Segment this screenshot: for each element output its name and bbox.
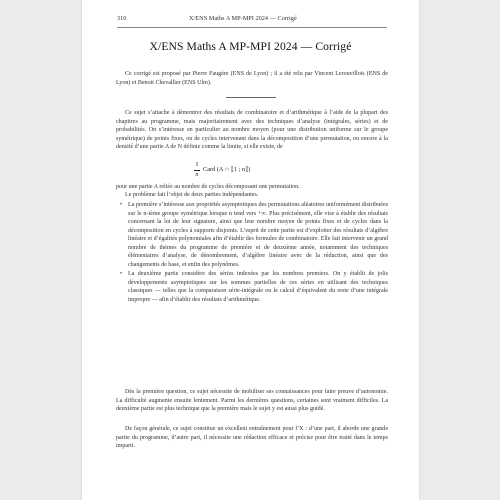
bullet-icon: • — [120, 271, 123, 278]
credits-paragraph: Ce corrigé est proposé par Pierre Faugère (ENS de Lyon) ; il a été relu par Vincent Lerouvillois (ENS de Lyon) et Benoit Chevallier (ENS Ulm). — [116, 71, 388, 86]
page-number: 310 — [117, 15, 127, 22]
parts-list — [116, 201, 388, 305]
fraction-denominator: n — [195, 171, 199, 178]
list-item — [116, 201, 388, 269]
list-item — [116, 270, 388, 304]
problem-intro: Le problème fait l’objet de deux parties indépendantes. — [125, 192, 259, 198]
document-page — [82, 0, 419, 500]
intro-paragraph: Ce sujet s’attache à démontrer des résultats de combinatoire et d’arithmétique à l’aide de la plupart des chapitres au programme, mais majoritairement avec des techniques d’analyse (intégrales, séries) et de probabilités. On s’intéresse en particulier au nombre moyen (pour une distribution uniforme sur le groupe symétrique) de points fixes, ou de cycles intervenant dans la décomposition d’une permutation, ou encore à la densité d’une partie A de N définie comme la limite, si elle existe, de — [116, 110, 388, 151]
density-formula — [194, 161, 314, 181]
fraction-numerator: 1 — [195, 161, 199, 168]
list-item-text: La première s’intéresse aux propriétés asymptotiques des permutations aléatoires uniformément distribuées sur le n-ième groupe symétrique lorsque n tend vers +∞. Plus précisément, elle vise à établir des résultats concernant la loi de leur signature, ainsi que leur nombre moyen de points fixes et de cycles dans la décomposition en cycles à supports disjoints. L’esprit de cette partie est d’exploiter des résultats d’algèbre linéaire et d’égalités polynomiales afin d’établir des formules de combinatoire. Elle fait intervenir un grand nombre de thèmes du programme de première et de deuxième année, notamment des techniques élémentaires d’analyse, de dénombrement, d’algèbre linéaire avec de la réduction, ainsi que des changements de base, et enfin des polynômes. — [128, 202, 388, 268]
bullet-icon: • — [120, 202, 123, 208]
after-formula-text: pour une partie A reliée au nombre de cycles décomposant une permutation. — [116, 184, 300, 190]
general-paragraph: De façon générale, ce sujet constitue un excellent entraînement pour l’X : d’une part, il aborde une grande partie du programme, d’autre part, il nécessite une rédaction efficace et précise pour être traité dans le temps imparti. — [116, 426, 388, 450]
list-item-text: La deuxième partie considère des séries indexées par les nombres premiers. On y établit de jolis développements asymptotiques sur les sommes partielles de ces séries en utilisant des techniques classiques — telles que la comparaison série-intégrale ou le calcul d’équivalent du reste d’une intégrale impropre — afin d’établir des résultats d’arithmétique. — [128, 271, 388, 304]
page-title: X/ENS Maths A MP-MPI 2024 — Corrigé — [149, 40, 352, 53]
separator-rule — [226, 97, 276, 98]
difficulty-paragraph: Dès la première question, ce sujet nécessite de mobiliser ses connaissances pour faire preuve d’autonomie. La difficulté augmente ensuite lentement. Parmi les dernières questions, certaines sont vraiment difficiles. La deuxième partie est plus technique que la première mais le sujet y est aussi plus guidé. — [116, 389, 388, 413]
formula-body: Card (A ∩ ⟦1 ; n⟧) — [203, 166, 251, 173]
running-title: X/ENS Maths A MP-MPI 2024 — Corrigé — [189, 15, 297, 22]
header-rule — [117, 27, 387, 28]
